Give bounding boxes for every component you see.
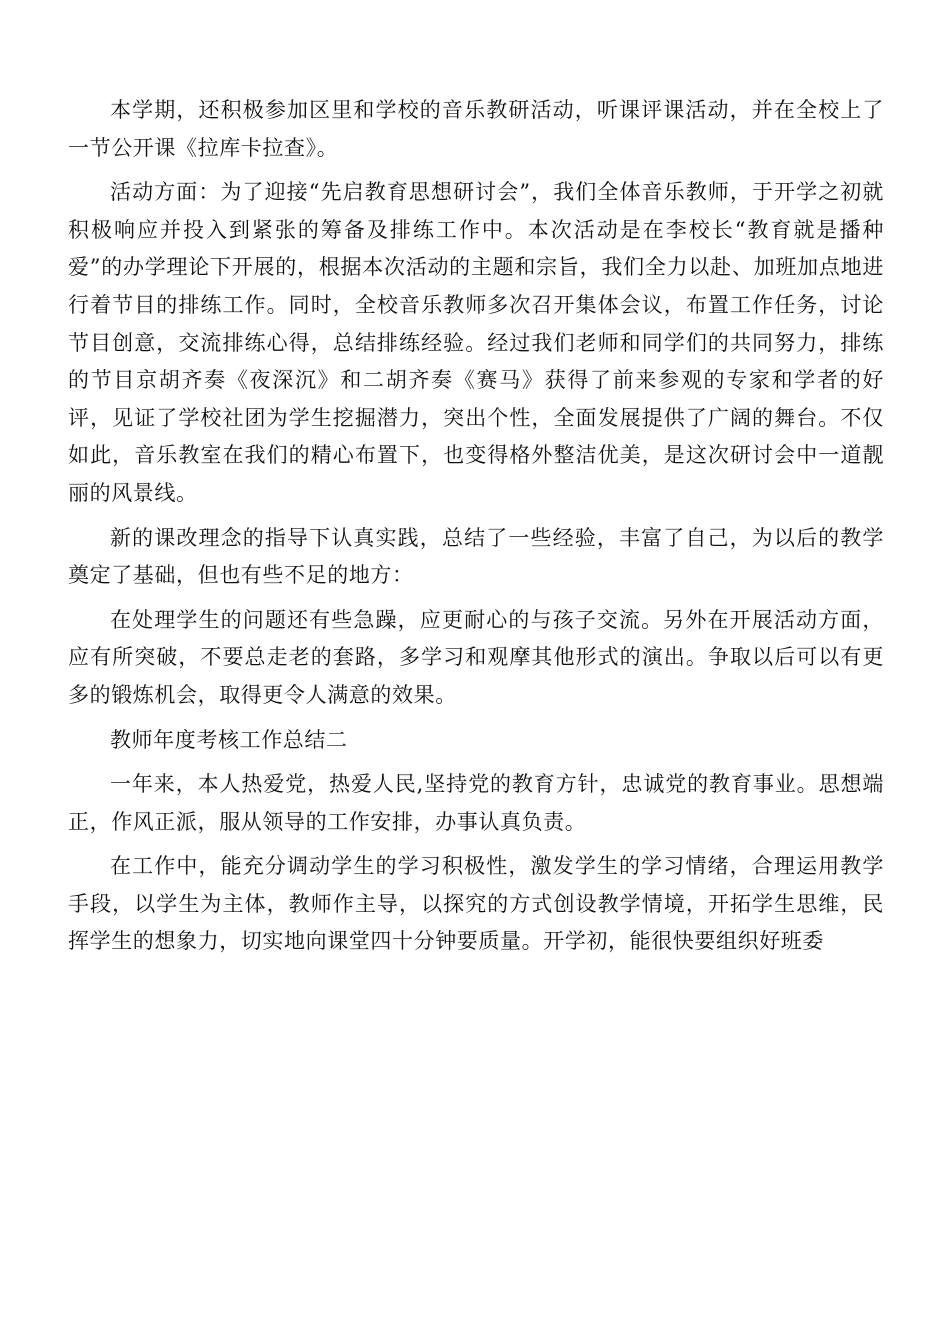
paragraph-curriculum-reform: 新的课改理念的指导下认真实践，总结了一些经验，丰富了自己，为以后的教学奠定了基础，但也有些不足的地方： bbox=[68, 525, 884, 588]
section-heading: 教师年度考核工作总结二 bbox=[110, 727, 348, 752]
paragraph-shortcomings: 在处理学生的问题还有些急躁，应更耐心的与孩子交流。另外在开展活动方面，应有所突破，不要总走老的套路，多学习和观摩其他形式的演出。争取以后可以有更多的锻炼机会，取得更令人满意的效果。 bbox=[68, 607, 884, 707]
paragraph-teaching-work: 在工作中，能充分调动学生的学习积极性，激发学生的学习情绪，合理运用教学手段，以学生为主体，教师作主导，以探究的方式创设教学情境，开拓学生思维，民挥学生的想象力，切实地向课堂四十分钟要质量。开学初，能很快要组织好班委 bbox=[68, 854, 884, 954]
paragraph-political-attitude: 一年来，本人热爱党，热爱人民,坚持党的教育方针，忠诚党的教育事业。思想端正，作风正派，服从领导的工作安排，办事认真负责。 bbox=[68, 772, 884, 834]
document-body bbox=[68, 92, 884, 968]
paragraph-music-activities: 本学期，还积极参加区里和学校的音乐教研活动，听课评课活动，并在全校上了一节公开课《拉库卡拉查》。 bbox=[68, 98, 884, 160]
paragraph-seminar-preparation: 活动方面：为了迎接“先启教育思想研讨会”，我们全体音乐教师，于开学之初就积极响应并投入到紧张的筹备及排练工作中。本次活动是在李校长“教育就是播种爱”的办学理论下开展的，根据本次活动的主题和宗旨，我们全力以赴、加班加点地进行着节目的排练工作。同时，全校音乐教师多次召开集体会议，布置工作任务，讨论节目创意，交流排练心得，总结排练经验。经过我们老师和同学们的共同努力，排练的节目京胡齐奏《夜深沉》和二胡齐奏《赛马》获得了前来参观的专家和学者的好评，见证了学校社团为学生挖掘潜力，突出个性，全面发展提供了广阔的舞台。不仅如此，音乐教室在我们的精心布置下，也变得格外整洁优美，是这次研讨会中一道靓丽的风景线。 bbox=[68, 180, 884, 505]
